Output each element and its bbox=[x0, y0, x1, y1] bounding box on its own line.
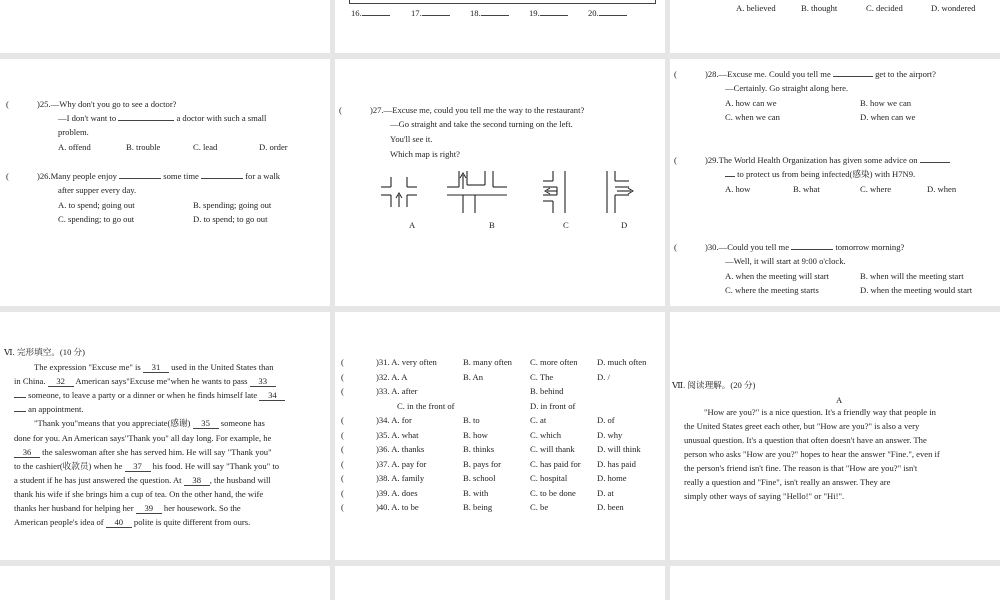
option-b: B. spending; going out bbox=[193, 200, 272, 210]
cloze-line: thanks her husband for helping her 39 her housework. So the bbox=[14, 503, 241, 513]
cloze-option-number: )39. A. does bbox=[376, 487, 418, 498]
map-label-c: C bbox=[563, 220, 569, 230]
option-c: C. where the meeting starts bbox=[725, 285, 819, 295]
paren: ( bbox=[341, 429, 344, 440]
passage-line: person who asks "How are you?" hopes to hear the answer "Fine.", even if bbox=[684, 449, 940, 459]
option-a: A. when the meeting will start bbox=[725, 271, 830, 281]
cloze-option-number: )40. A. to be bbox=[376, 502, 419, 512]
map-label-a: A bbox=[409, 220, 416, 230]
cloze-line: American people's idea of 40 polite is quite different from ours. bbox=[14, 517, 251, 527]
cloze-line: someone, to leave a party or a dinner or when he finds himself late 34 bbox=[14, 389, 285, 401]
cloze-option: D. at bbox=[597, 487, 614, 498]
table-cell bbox=[470, 0, 488, 1]
blank-19: 19. bbox=[529, 7, 568, 19]
cloze-option: D. been bbox=[597, 502, 624, 512]
panel-top-middle bbox=[335, 0, 665, 53]
map-a bbox=[381, 177, 417, 207]
cloze-option: C. more often bbox=[530, 357, 578, 367]
cloze-option: D. of bbox=[597, 415, 615, 425]
paren: ( bbox=[674, 155, 677, 165]
option-c: C. where bbox=[860, 184, 892, 194]
panel-bottom-right bbox=[670, 566, 1000, 600]
cloze-line: a student if he has just answered the question. At 38 , the husband will bbox=[14, 475, 271, 485]
paren: ( bbox=[341, 357, 344, 367]
cloze-option: C. at bbox=[530, 415, 547, 425]
option-c: C. when we can bbox=[725, 112, 780, 122]
cloze-line: "Thank you"means that you appreciate(感谢) 35 someone has bbox=[34, 418, 265, 428]
answer-table-fragment bbox=[349, 0, 656, 4]
option: B. thought bbox=[801, 3, 838, 13]
option-b: B. how we can bbox=[860, 98, 912, 108]
question-27-line2: —Go straight and take the second turning on the left. bbox=[390, 119, 573, 129]
cloze-option: D. will think bbox=[597, 444, 641, 454]
blank-17: 17. bbox=[411, 7, 450, 19]
paren: ( bbox=[341, 487, 344, 498]
cloze-option: C. hospital bbox=[530, 473, 568, 483]
cloze-option: D. has paid bbox=[597, 458, 636, 469]
question-27-text: )27.—Excuse me, could you tell me the way to the restaurant? bbox=[370, 105, 585, 115]
option-b: B. what bbox=[793, 184, 820, 194]
panel-bottom-middle bbox=[335, 566, 665, 600]
option-c: C. spending; to go out bbox=[58, 214, 135, 224]
passage-line: the United States greet each other, but "How are you?" is also a very bbox=[684, 421, 920, 431]
paren: ( bbox=[339, 105, 342, 115]
question-26-line2: after supper every day. bbox=[58, 185, 137, 195]
option-d: D. to spend; to go out bbox=[193, 214, 268, 224]
map-b bbox=[447, 171, 507, 213]
cloze-option: B. being bbox=[463, 502, 493, 512]
cloze-option-number: )38. A. family bbox=[376, 473, 425, 483]
passage-label: A bbox=[836, 395, 843, 405]
question-27-line3: You'll see it. bbox=[390, 134, 433, 144]
cloze-option-number: )35. A. what bbox=[376, 429, 419, 440]
panel-bottom-left bbox=[0, 566, 330, 600]
passage-line: unusual question. It's a question that often doesn't have an answer. The bbox=[684, 435, 927, 445]
panel-q25-q26 bbox=[0, 59, 330, 306]
cloze-option: D. / bbox=[597, 371, 610, 382]
paren: ( bbox=[674, 69, 677, 79]
cloze-line: to the cashier(收款员) when he 37 his food. He will say "Thank you" to bbox=[14, 461, 280, 471]
paren: ( bbox=[674, 242, 677, 252]
passage-line: simply other ways of saying "Hello!" or "Hi!". bbox=[684, 491, 845, 501]
question-25-line2: —I don't want to a doctor with such a small bbox=[58, 113, 267, 123]
option-d: D. order bbox=[259, 142, 288, 152]
cloze-option: C. be bbox=[530, 502, 549, 512]
cloze-option: C. The bbox=[530, 371, 554, 382]
panel-top-left bbox=[0, 0, 330, 53]
cloze-line: The expression "Excuse me" is 31 used in the United States than bbox=[34, 362, 274, 372]
cloze-option: B. behind bbox=[530, 386, 564, 396]
section-heading: Ⅶ. 阅读理解。(20 分) bbox=[672, 380, 756, 390]
paren: ( bbox=[6, 99, 9, 109]
blank-20: 20. bbox=[588, 7, 627, 19]
cloze-option-number: )32. A. A bbox=[376, 371, 408, 382]
cloze-option-number: C. in the front of bbox=[397, 400, 455, 411]
option: C. decided bbox=[866, 3, 903, 13]
question-29-text: )29.The World Health Organization has given some advice on bbox=[705, 154, 950, 166]
cloze-line: 36 the saleswoman after she has served him. He will say "Thank you" bbox=[14, 446, 272, 458]
cloze-option: C. will thank bbox=[530, 444, 575, 454]
passage-line: really a question and "Fine", isn't really an answer. They are bbox=[684, 477, 891, 487]
option-a: A. to spend; going out bbox=[58, 200, 135, 210]
maps-figure bbox=[335, 167, 665, 227]
question-28-line2: —Certainly. Go straight along here. bbox=[725, 83, 849, 93]
passage-line: "How are you?" is a nice question. It's a friendly way that people in bbox=[704, 407, 936, 417]
option-a: A. offend bbox=[58, 142, 91, 152]
cloze-option: C. has paid for bbox=[530, 458, 581, 469]
question-26-text: )26.Many people enjoy some time for a walk bbox=[37, 171, 281, 181]
option-d: D. when the meeting would start bbox=[860, 285, 973, 295]
map-c bbox=[543, 171, 565, 213]
cloze-option: B. with bbox=[463, 487, 489, 498]
question-30-line2: —Well, it will start at 9:00 o'clock. bbox=[725, 256, 846, 266]
paren: ( bbox=[341, 371, 344, 382]
option-a: A. how can we bbox=[725, 98, 777, 108]
paren: ( bbox=[341, 415, 344, 425]
cloze-option: B. pays for bbox=[463, 458, 501, 469]
panel-reading bbox=[670, 312, 1000, 560]
cloze-option: D. in front of bbox=[530, 400, 576, 411]
option: A. believed bbox=[736, 3, 776, 13]
cloze-line: thank his wife if she brings him a cup of tea. On the other hand, the wife bbox=[14, 489, 264, 499]
blank-18: 18. bbox=[470, 7, 509, 19]
map-d bbox=[607, 171, 633, 213]
option-d: D. when can we bbox=[860, 112, 916, 122]
panel-cloze-passage bbox=[0, 312, 330, 560]
cloze-option-number: )31. A. very often bbox=[376, 357, 437, 367]
cloze-option: B. how bbox=[463, 429, 488, 440]
cloze-option-number: )33. A. after bbox=[376, 386, 418, 396]
cloze-option: B. to bbox=[463, 415, 480, 425]
cloze-option-number: )37. A. pay for bbox=[376, 458, 427, 469]
paren: ( bbox=[341, 444, 344, 454]
paren: ( bbox=[341, 502, 344, 512]
paren: ( bbox=[341, 473, 344, 483]
question-29-line2: to protect us from being infected(感染) with H7N9. bbox=[725, 168, 915, 180]
panel-q27 bbox=[335, 59, 665, 306]
option-b: B. trouble bbox=[126, 142, 161, 152]
paren: ( bbox=[341, 386, 344, 396]
cloze-line: done for you. An American says"Thank you" all day long. For example, he bbox=[14, 433, 272, 443]
question-25-line3: problem. bbox=[58, 127, 89, 137]
option-b: B. when will the meeting start bbox=[860, 271, 964, 281]
question-25-text: )25.—Why don't you go to see a doctor? bbox=[37, 99, 177, 109]
map-label-d: D bbox=[621, 220, 628, 230]
passage-line: the person's friend isn't fine. The reason is that "How are you?" isn't bbox=[684, 463, 918, 473]
option-c: C. lead bbox=[193, 142, 218, 152]
cloze-option: D. why bbox=[597, 429, 623, 440]
cloze-option-number: )36. A. thanks bbox=[376, 444, 425, 454]
map-label-b: B bbox=[489, 220, 495, 230]
cloze-line: an appointment. bbox=[14, 403, 84, 415]
cloze-option: D. much often bbox=[597, 357, 647, 367]
section-heading: Ⅵ. 完形填空。(10 分) bbox=[4, 347, 85, 357]
option-a: A. how bbox=[725, 184, 751, 194]
cloze-option: B. An bbox=[463, 371, 484, 382]
cloze-option: C. which bbox=[530, 429, 562, 440]
panel-q28-q30 bbox=[670, 59, 1000, 306]
cloze-option: C. to be done bbox=[530, 487, 576, 498]
cloze-option-number: )34. A. for bbox=[376, 415, 412, 425]
cloze-option: B. many often bbox=[463, 357, 512, 367]
cloze-option: B. thinks bbox=[463, 444, 495, 454]
cloze-line: in China. 32 American says"Excuse me"when he wants to pass 33 bbox=[14, 375, 276, 387]
paren: ( bbox=[6, 171, 9, 181]
paren: ( bbox=[341, 458, 344, 469]
blank-16: 16. bbox=[351, 7, 390, 19]
panel-cloze-options bbox=[335, 312, 665, 560]
option-d: D. when bbox=[927, 184, 957, 194]
question-28-text: )28.—Excuse me. Could you tell me get to the airport? bbox=[705, 69, 936, 79]
cloze-option: D. home bbox=[597, 473, 627, 483]
cloze-option: B. school bbox=[463, 473, 496, 483]
panel-top-right bbox=[670, 0, 1000, 53]
question-27-line4: Which map is right? bbox=[390, 149, 460, 159]
question-30-text: )30.—Could you tell me tomorrow morning? bbox=[705, 242, 905, 252]
option: D. wondered bbox=[931, 3, 976, 13]
